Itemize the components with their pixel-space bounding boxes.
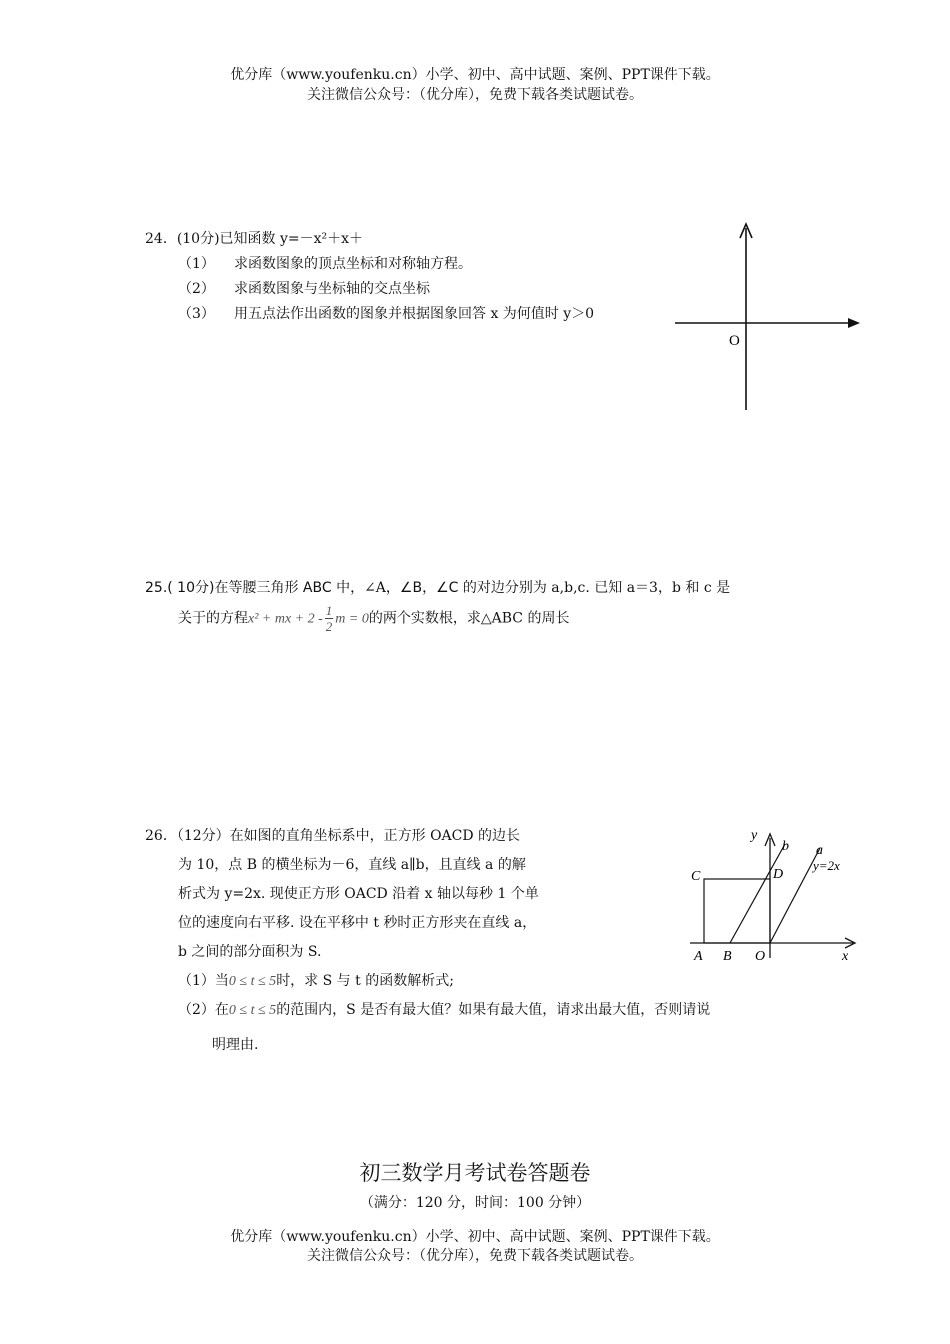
q26-line-1: 26．（12分）在如图的直角坐标系中，正方形 OACD 的边长 bbox=[145, 828, 521, 844]
q26-sub2-cont: 明理由. bbox=[212, 1037, 259, 1053]
q24-axes-figure bbox=[670, 218, 870, 418]
q25-line-2 bbox=[178, 603, 569, 634]
footer-line-1: 优分库（www.youfenku.cn）小学、初中、高中试题、案例、PPT课件下载。 bbox=[230, 1229, 720, 1245]
q24-x-arrow bbox=[848, 318, 860, 328]
q25-frac-num: 1 bbox=[325, 603, 333, 618]
q26-sub2-prefix: （2）在 bbox=[178, 1002, 229, 1018]
q24-item-3 bbox=[178, 303, 594, 323]
q24-item-2-num: （2） bbox=[178, 281, 215, 297]
q26-line-2: 为 10，点 B 的横坐标为－6，直线 a∥b，且直线 a 的解 bbox=[178, 857, 526, 873]
q26-label-y: y bbox=[751, 828, 758, 843]
q25-line1-suffix: 的对边分别为 a,b,c. 已知 a＝3，b 和 c 是 bbox=[458, 580, 731, 596]
q24-origin-label: O bbox=[729, 333, 740, 349]
q25-line2-suffix: 的两个实数根，求△ABC 的周长 bbox=[368, 610, 570, 627]
q26-label-x: x bbox=[842, 949, 849, 964]
q24-item-2 bbox=[178, 278, 430, 298]
q24-item-1-text: 求函数图象的顶点坐标和对称轴方程。 bbox=[234, 256, 472, 272]
q24-item-3-text: 用五点法作出函数的图象并根据图象回答 x 为何值时 y＞0 bbox=[234, 306, 595, 322]
header-line-2: 关注微信公众号：（优分库），免费下载各类试题试卷。 bbox=[307, 87, 643, 103]
q26-label-b-point: B bbox=[723, 949, 732, 964]
q26-sub-1 bbox=[178, 970, 454, 990]
q26-sub1-cond: 0 ≤ t ≤ 5 bbox=[228, 974, 277, 989]
q25-eq-left: x² + mx + 2 - bbox=[248, 611, 323, 627]
q26-sub2-cond: 0 ≤ t ≤ 5 bbox=[228, 1003, 277, 1018]
q25-line2-prefix: 关于的方程 bbox=[178, 610, 248, 627]
q25-line-1 bbox=[145, 577, 730, 597]
q26-label-b: b bbox=[782, 839, 789, 854]
q25-line1-prefix: 25.( 10分)在等腰三角形 ABC 中， bbox=[145, 580, 365, 596]
q26-label-o: O bbox=[755, 949, 766, 964]
q26-label-d: D bbox=[773, 867, 784, 882]
answer-sheet-subtitle: （满分：120 分，时间：100 分钟） bbox=[359, 1195, 591, 1211]
q26-label-eq: y=2x bbox=[813, 858, 840, 873]
q26-label-c: C bbox=[691, 869, 701, 884]
q24-item-3-num: （3） bbox=[178, 306, 215, 322]
q26-line-3: 析式为 y=2x. 现使正方形 OACD 沿着 x 轴以每秒 1 个单 bbox=[178, 886, 539, 902]
q26-line-b bbox=[730, 844, 785, 943]
answer-sheet-title: 初三数学月考试卷答题卷 bbox=[359, 1161, 591, 1185]
q24-item-2-text: 求函数图象与坐标轴的交点坐标 bbox=[234, 281, 430, 297]
q24-item-1-num: （1） bbox=[178, 256, 215, 272]
q26-sub1-suffix: 时，求 S 与 t 的函数解析式; bbox=[276, 973, 454, 989]
q26-label-a-point: A bbox=[694, 949, 703, 964]
q26-sub-2 bbox=[178, 999, 710, 1019]
q24-item-1 bbox=[178, 253, 472, 273]
q26-label-a: a bbox=[816, 843, 823, 858]
q24-stem: 24．(10分)已知函数 y=－x²＋x＋ bbox=[145, 231, 364, 247]
q26-sub2-suffix: 的范围内，S 是否有最大值？如果有最大值，请求出最大值，否则请说 bbox=[276, 1002, 711, 1018]
q25-fraction bbox=[325, 603, 334, 634]
q26-line-4: 位的速度向右平移. 设在平移中 t 秒时正方形夹在直线 a， bbox=[178, 915, 537, 931]
q25-angle-a: ∠A， bbox=[364, 580, 400, 596]
footer-line-2: 关注微信公众号：（优分库），免费下载各类试题试卷。 bbox=[307, 1248, 643, 1264]
q26-sub1-prefix: （1）当 bbox=[178, 973, 229, 989]
header-line-1: 优分库（www.youfenku.cn）小学、初中、高中试题、案例、PPT课件下载。 bbox=[230, 67, 720, 83]
q25-eq-right: m = 0 bbox=[335, 611, 369, 627]
q25-frac-den: 2 bbox=[325, 619, 333, 634]
q26-figure bbox=[685, 822, 870, 967]
q26-line-5: b 之间的部分面积为 S. bbox=[178, 944, 322, 960]
q25-line1-mid: ∠B，∠C bbox=[399, 580, 459, 596]
